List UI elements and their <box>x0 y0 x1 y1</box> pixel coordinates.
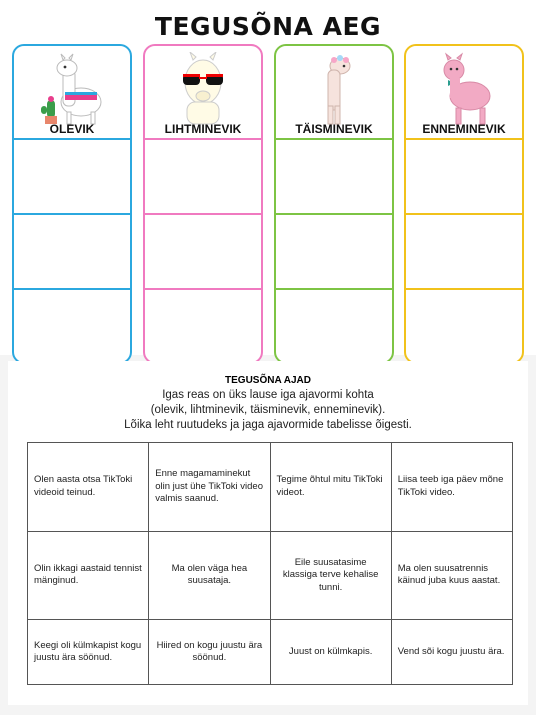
answer-cell <box>276 213 392 288</box>
card-row <box>28 443 513 532</box>
answer-cell <box>276 138 392 213</box>
answer-cell <box>276 288 392 363</box>
sentence-card: Eile suusatasime klassiga terve kehalise tunni. <box>270 531 391 620</box>
instruction-line: (olevik, lihtminevik, täisminevik, enneminevik). <box>150 404 386 416</box>
answer-cell <box>14 288 130 363</box>
column-label-lihtminevik: LIHTMINEVIK <box>164 122 242 136</box>
answer-cell <box>14 138 130 213</box>
column-label-taisminevik: TÄISMINEVIK <box>295 122 373 136</box>
instruction-line: Lõika leht ruutudeks ja jaga ajavormide tabelisse õigesti. <box>124 419 412 431</box>
sentence-card: Liisa teeb iga päev mõne TikToki video. <box>391 443 512 532</box>
sentence-card: Ma olen väga hea suusataja. <box>149 531 270 620</box>
page-title: TEGUSÕNA AEG <box>154 12 382 41</box>
answer-cell <box>14 213 130 288</box>
card-row <box>28 531 513 620</box>
column-taisminevik <box>274 44 394 364</box>
sentence-card: Tegime õhtul mitu TikToki videot. <box>270 443 391 532</box>
llama-sunglasses-icon <box>173 52 233 126</box>
sheet-title: TEGUSÕNA AJAD <box>225 375 311 386</box>
answer-cell <box>406 213 522 288</box>
instruction-line: Igas reas on üks lause iga ajavormi kohta <box>162 389 374 401</box>
card-row <box>28 620 513 685</box>
sentence-card: Olin ikkagi aastaid tennist mänginud. <box>28 531 149 620</box>
llama-bowtie-icon <box>434 52 494 126</box>
llama-cactus-icon <box>37 52 107 126</box>
answer-cell <box>406 288 522 363</box>
sentence-card: Keegi oli külmkapist kogu juustu ära söönud. <box>28 620 149 685</box>
cut-out-sheet <box>8 361 528 705</box>
answer-cell <box>145 138 261 213</box>
sentence-card: Ma olen suusatrennis käinud juba kuus aastat. <box>391 531 512 620</box>
llama-flower-crown-icon <box>304 52 364 126</box>
answer-cell <box>145 213 261 288</box>
sentence-card: Olen aasta otsa TikToki videoid teinud. <box>28 443 149 532</box>
column-label-enneminevik: ENNEMINEVIK <box>422 122 506 136</box>
sentence-card: Vend sõi kogu juustu ära. <box>391 620 512 685</box>
column-label-olevik: OLEVIK <box>49 122 95 136</box>
sentence-card: Hiired on kogu juustu ära söönud. <box>149 620 270 685</box>
answer-cell <box>145 288 261 363</box>
sentence-card-grid <box>27 442 513 685</box>
column-lihtminevik <box>143 44 263 364</box>
column-enneminevik <box>404 44 524 364</box>
sentence-card: Enne magamaminekut olin just ühe TikToki video valmis saanud. <box>149 443 270 532</box>
sentence-card: Juust on külmkapis. <box>270 620 391 685</box>
worksheet-page <box>0 0 536 355</box>
answer-cell <box>406 138 522 213</box>
column-olevik <box>12 44 132 364</box>
